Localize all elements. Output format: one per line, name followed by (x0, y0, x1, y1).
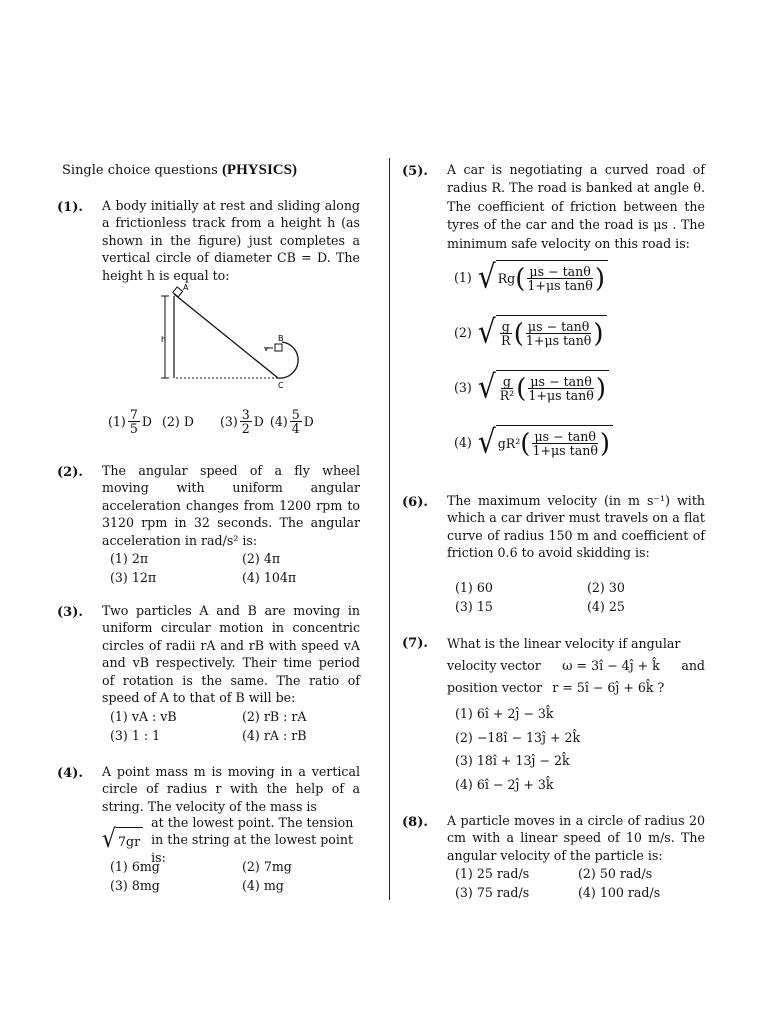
omega-vector: ω = 3î − 4ĵ + k̂ (562, 658, 660, 673)
question-text: A point mass m is moving in a vertical circle of radius r with the help of a string. The velocity of the mass is (102, 764, 360, 814)
option-4[interactable]: (4) rA : rB (242, 728, 307, 744)
options (455, 579, 719, 616)
incline-track (174, 294, 278, 378)
label-a: A (183, 283, 189, 292)
question-number: (2). (57, 465, 83, 480)
option-1[interactable]: (1) $\frac{7}{5}$ D (108, 407, 152, 436)
position-vector: r = 5î − 6ĵ + 6k̂ ? (552, 680, 665, 695)
header-subject: (PHYSICS) (221, 162, 297, 178)
question-text: The maximum velocity (in m s⁻¹) with which a car driver must travels on a flat curve of radius 150 m and coefficient of friction 0.6 to avoid skidding is: (447, 493, 705, 561)
label-h: h (161, 335, 167, 344)
label-v: v (264, 345, 269, 353)
question-text: A body initially at rest and sliding along a frictionless track from a height h (as shown in the figure) just completes a vertical circle of diameter CB = D. The height h is equal to: (102, 198, 360, 283)
option-4[interactable]: (4) 25 (587, 599, 625, 615)
option-1[interactable]: (1) √ Rg ( $\frac{\mu s - \tan\theta}{\text{1+μs tanθ}}$ ) (454, 260, 608, 294)
option-3[interactable]: (3) 75 rad/s (455, 885, 530, 901)
options (455, 702, 580, 796)
question-number: (8). (402, 815, 428, 830)
option-3[interactable]: (3) 1 : 1 (110, 728, 161, 744)
options (108, 408, 314, 435)
label-b: B (278, 334, 284, 343)
option-2[interactable]: (2) −18î − 13ĵ + 2k̂ (455, 729, 581, 745)
option-3[interactable]: (3) √ $\frac{g}{\text{R²}}$ ( $\frac{\mu s - \tan\theta}{\text{1+μs tanθ}}$ ) (454, 370, 609, 404)
question-number: (6). (402, 495, 428, 510)
header-prefix: Single choice questions (62, 163, 222, 178)
option-1[interactable]: (1) 6mg (110, 859, 160, 874)
option-3[interactable]: (3) 8mg (110, 878, 160, 894)
option-4[interactable]: (4) 6î − 2ĵ + 3k̂ (455, 776, 554, 792)
option-1[interactable]: (1) 60 (455, 580, 493, 595)
options (110, 550, 374, 587)
option-1[interactable]: (1) vA : vB (110, 709, 177, 724)
question-text-cont: at the lowest point. The tension in the string at the lowest point is: (151, 815, 354, 865)
loop-block (275, 344, 282, 351)
track-figure (150, 282, 310, 390)
option-2[interactable]: (2) √ $\frac{g}{R}$ ( $\frac{\mu s - \tan\theta}{\text{1+μs tanθ}}$ ) (454, 315, 607, 349)
question-text: Two particles A and B are moving in uniform circular motion in concentric circles of radii rA and rB with speed vA and vB respectively. Their time period of rotation is the same. The ratio of speed of A to that of B will be: (102, 603, 360, 706)
option-4[interactable]: (4) 100 rad/s (578, 885, 661, 901)
option-4[interactable]: (4) $\frac{5}{4}$ D (269, 407, 314, 436)
option-4[interactable]: (4) √ gR² ( $\frac{\mu s - \tan\theta}{\text{1+μs tanθ}}$ ) (454, 425, 613, 459)
question-text: The angular speed of a fly wheel moving with uniform angular acceleration changes from 1200 rpm to 3120 rpm in 32 seconds. The angular acceleration in rad/s² is: (102, 463, 360, 548)
question-number: (3). (57, 605, 83, 620)
option-1[interactable]: (1) 2π (110, 551, 149, 566)
option-3[interactable]: (3) 18î + 13ĵ − 2k̂ (455, 753, 570, 768)
question-number: (5). (402, 164, 428, 179)
option-3[interactable]: (3) 12π (110, 570, 157, 586)
option-2[interactable]: (2) 7mg (242, 859, 292, 874)
question-number: (4). (57, 766, 83, 781)
loop-track (278, 342, 298, 378)
column-divider (389, 158, 390, 900)
option-3[interactable]: (3) 15 (455, 599, 493, 615)
question-number: (1). (57, 200, 83, 215)
question-text: A particle moves in a circle of radius 20 cm with a linear speed of 10 m/s. The angular velocity of the particle is: (447, 813, 705, 863)
sliding-block (173, 287, 183, 297)
option-2[interactable]: (2) D (161, 413, 194, 429)
radical-expression: √ 7gr (102, 827, 143, 853)
option-4[interactable]: (4) 104π (242, 570, 297, 586)
option-2[interactable]: (2) 4π (242, 551, 281, 566)
question-text: What is the linear velocity if angular velocity vector ω = 3î − 4ĵ + k̂ and position vector r = 5î − 6ĵ + 6k̂ ? (447, 636, 705, 695)
option-1[interactable]: (1) 25 rad/s (455, 866, 530, 881)
option-3[interactable]: (3) $\frac{3}{2}$ D (219, 407, 264, 436)
options (110, 708, 374, 745)
option-2[interactable]: (2) 30 (587, 580, 625, 595)
option-2[interactable]: (2) 50 rad/s (578, 866, 653, 881)
option-2[interactable]: (2) rB : rA (242, 709, 307, 724)
question-text: A car is negotiating a curved road of radius R. The road is banked at angle θ. The coefficient of friction between the tyres of the car and the road is μs . The minimum safe velocity on this road is: (447, 162, 705, 251)
option-1[interactable]: (1) 6î + 2ĵ − 3k̂ (455, 706, 554, 721)
option-4[interactable]: (4) mg (242, 878, 284, 894)
question-number: (7). (402, 636, 428, 651)
page-title (62, 162, 297, 179)
options (455, 865, 710, 902)
options (110, 858, 374, 895)
label-c: C (278, 381, 284, 390)
